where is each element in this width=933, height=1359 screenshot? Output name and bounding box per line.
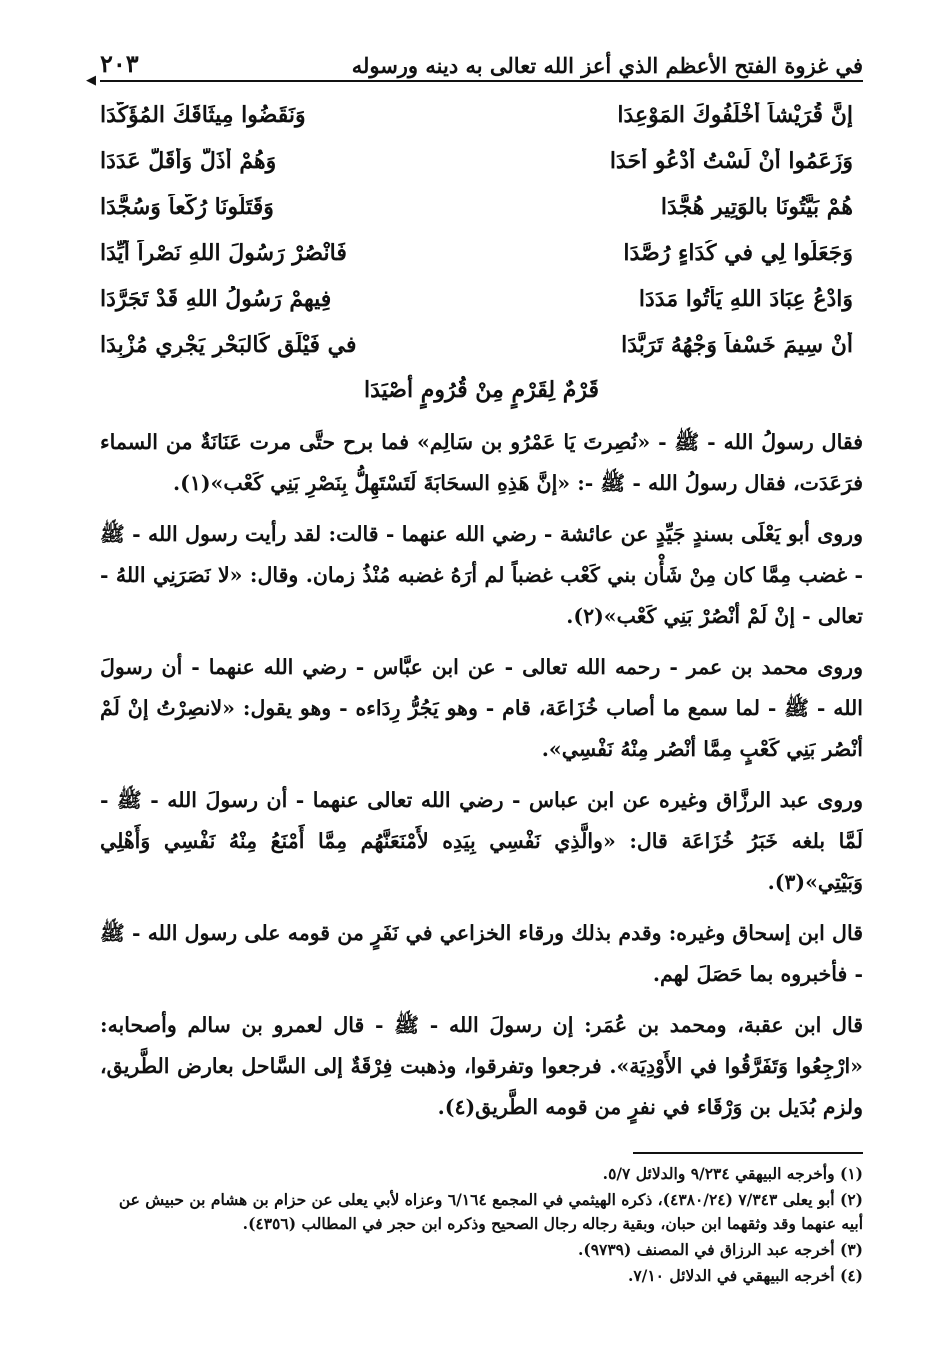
verse-first-hemistich: هُمْ بَيَّتُونَا بالوَتِيرِ هُجَّدَا: [660, 194, 853, 220]
verse-second-hemistich: وَهُمْ أذَلُّ وَأقَلُّ عَدَدَا: [100, 148, 277, 174]
body-paragraph: قال ابن عقبة، ومحمد بن عُمَر: إن رسولَ الله - ﷺ - قال لعمرو بن سالم وأصحابه: «ارْجِعُوا وَتَفَرَّقُوا في الأَوْدِيَة». فرجعوا وتفرقوا، وذهبت فِرْقَةٌ إلى السَّاحل بعارض الطَّريق، ولزم بُدَيل بن وَرْقَاء في نفرٍ من قومه الطَّريق(٤).: [100, 1013, 863, 1119]
poem-verse: [100, 138, 863, 184]
poem-verse: [100, 92, 863, 138]
verse-first-hemistich: وَجَعَلُوا لِي في كُدَاءٍ رُصَّدَا: [623, 240, 853, 266]
header-title: في غزوة الفتح الأعظم الذي أعز الله تعالى به دينه ورسوله: [351, 53, 863, 78]
poem-verse: [100, 322, 863, 368]
running-header: [86, 32, 863, 88]
body-paragraph: وروى أبو يَعْلَى بسندٍ جَيِّدٍ عن عائشة - رضي الله عنهما - قالت: لقد رأيت رسول الله - ﷺ - غضب مِمَّا كان مِنْ شَأْن بني كَعْب غضباً لم أرَهُ غضبه مُنْذُ زمان. وقال: «لا نَصَرَنِي اللهُ - تعالى - إنْ لَمْ أنْصُرْ بَنِي كَعْب»(٢).: [100, 522, 863, 628]
footnote: (٣) أخرجه عبد الرزاق في المصنف (٩٧٣٩).: [577, 1240, 863, 1259]
body-paragraph: وروى محمد بن عمر - رحمه الله تعالى - عن ابن عبَّاس - رضي الله عنهما - أن رسولَ الله - ﷺ - لما سمع ما أصاب خُزَاعَة، قام - وهو يَجُرُّ رِدَاءه - وهو يقول: «لانصِرْتُ إنْ لَمْ أنْصُر بَنِي كَعْبٍ مِمَّا أنْصُر مِنْهُ نَفْسِي».: [100, 655, 863, 761]
verse-second-hemistich: فِيهِمْ رَسُولُ اللهِ قَدْ تَجَرَّدَا: [100, 286, 332, 312]
footnote: (٢) أبو يعلى ٧/٣٤٣ (٤٣٨٠/٢٤)، ذكره الهيثمي في المجمع ٦/١٦٤ وعزاه لأبي يعلى عن حزام بن هشام بن حبيش عن أبيه عنهما وقد وثقهما ابن حبان، وبقية رجاله رجال الصحيح وذكره ابن حجر في المطالب (٤٣٥٦).: [118, 1190, 863, 1233]
arrow-left-icon: ◀: [86, 73, 96, 88]
footnote: (١) وأخرجه البيهقي ٩/٢٣٤ والدلائل ٥/٧.: [602, 1164, 863, 1183]
footnote: (٤) أخرجه البيهقي في الدلائل ٧/١٠.: [627, 1266, 863, 1285]
verse-second-hemistich: فَانْصُرْ رَسُولَ اللهِ نَصْراً أيِّدَا: [100, 240, 347, 266]
footnote-divider: [633, 1152, 863, 1154]
verse-second-hemistich: وَقَتَلُونَا رُكَّعاً وَسُجَّدَا: [100, 194, 274, 220]
verse-first-hemistich: إنَّ قُرَيْشاً أخْلَفُوكَ المَوْعِدَا: [617, 102, 853, 128]
verse-first-hemistich: أنْ سِيمَ خَسْفاً وَجْهُهُ تَرَبَّدَا: [621, 332, 853, 358]
verse-first-hemistich: وَزَعَمُوا أنْ لَسْتُ أدْعُو أحَدَا: [609, 148, 853, 174]
body-paragraph: فقال رسولُ الله - ﷺ - «نُصِرتَ يَا عَمْرُو بن سَالِم» فما برح حتَّى مرت عَنَانَةٌ من السماء فرَعَدَت، فقال رسولُ الله - ﷺ -: «إنَّ هَذِهِ السحَابَةَ لَتَسْتَهِلُّ بِنَصْرِ بَنِي كَعْب»(١).: [100, 430, 863, 495]
poem-verse: [100, 276, 863, 322]
body-paragraph: وروى عبد الرزَّاق وغيره عن ابن عباس - رضي الله تعالى عنهما - أن رسولَ الله - ﷺ - لَمَّا بلغه خَبَرُ خُزَاعَة قال: «والَّذِي نَفْسِي بِيَدِه لأَمْنَعَنَّهُم مِمَّا أَمْنَعُ مِنْهُ نَفْسِي وَأَهْلِي وَبَيْتِي»(٣).: [100, 788, 863, 894]
verse-second-hemistich: وَنَقَضُوا مِيثَاقَكَ المُؤَكَّدَا: [100, 102, 306, 128]
body-paragraph: قال ابن إسحاق وغيره: وقدم بذلك ورقاء الخزاعي في نَفَرٍ من قومه على رسول الله - ﷺ - فأخبروه بما حَصَلَ لهم.: [100, 921, 863, 986]
poem-verse: [100, 230, 863, 276]
footnotes: [100, 1152, 863, 1288]
poem-final-verse: قَرْمٌ لِقَرْمٍ مِنْ قُرُومٍ أصْيَدَا: [363, 377, 600, 403]
poem-verse: [100, 184, 863, 230]
verse-first-hemistich: وَادْعُ عِبَادَ اللهِ يَأتُوا مَدَدَا: [638, 286, 853, 312]
verse-second-hemistich: في فَيْلَقٍ كَالبَحْرِ يَجْرِي مُزْبِدَا: [100, 332, 357, 358]
page-number: ٢٠٣: [100, 49, 139, 78]
poem: [100, 92, 863, 412]
